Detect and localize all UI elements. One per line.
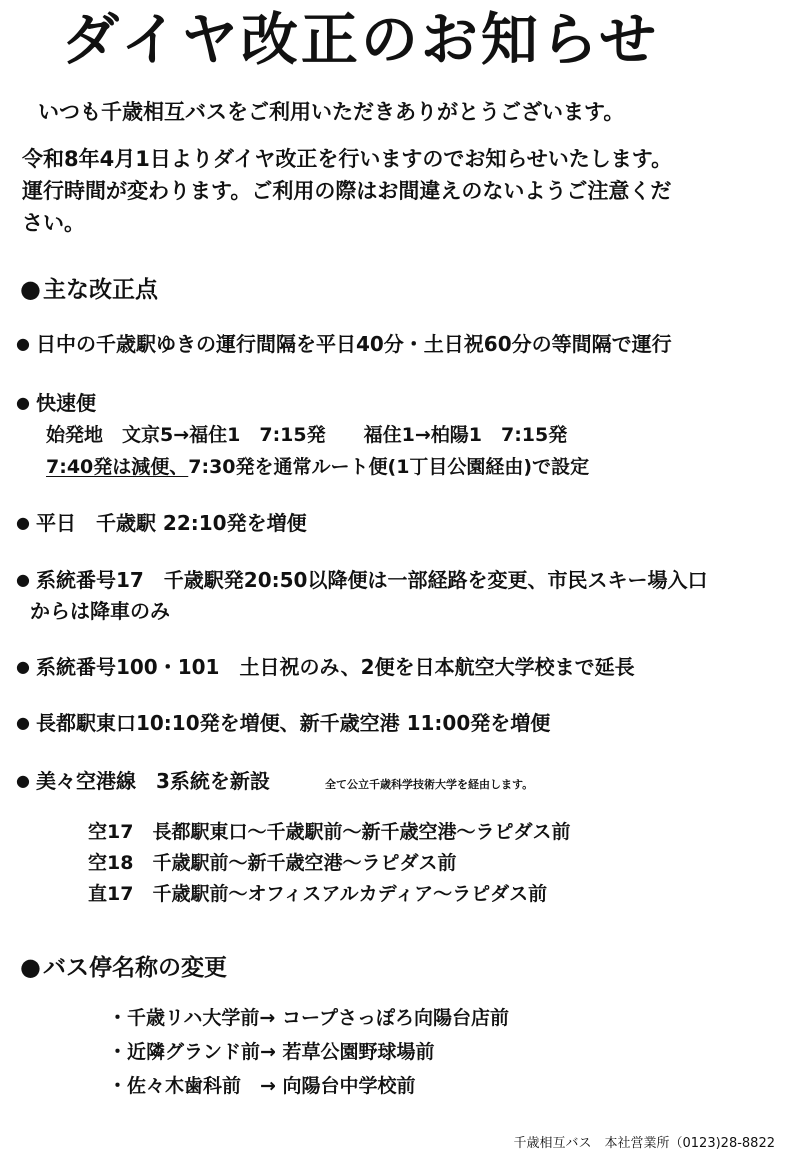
item-text: 美々空港線 3系統を新設 — [35, 769, 270, 793]
section-heading-changes — [20, 272, 158, 307]
bibi-note: 全て公立千歳科学技術大学を経由します。 — [325, 778, 534, 791]
section-heading-label: 主な改正点 — [42, 277, 158, 303]
intro-line-1: 令和8年4月1日よりダイヤ改正を行いますのでお知らせいたします。 — [22, 147, 673, 171]
section-bullet-icon: ● — [20, 953, 41, 981]
section-heading-label: バス停名称の変更 — [42, 955, 227, 981]
express-detail-1: 始発地 文京5→福住1 7:15発 福住1→柏陽1 7:15発 — [46, 424, 568, 446]
item-text: 系統番号17 千歳駅発20:50以降便は一部経路を変更、市民スキー場入口 — [35, 568, 708, 592]
footer-contact: 千歳相互バス 本社営業所（0123)28-8822 — [513, 1136, 775, 1151]
item-text: 系統番号100・101 土日祝のみ、2便を日本航空大学校まで延長 — [35, 655, 635, 679]
bullet-icon: ● — [16, 393, 30, 412]
change-item-route100 — [16, 652, 635, 684]
section-bullet-icon: ● — [20, 275, 41, 303]
intro-line-3: さい。 — [22, 211, 85, 235]
bullet-icon: ● — [16, 713, 30, 732]
rename-item: ・千歳リハ大学前→ コープさっぽろ向陽台店前 — [108, 1007, 510, 1029]
section-heading-renames — [20, 950, 227, 985]
rename-item: ・近隣グランド前→ 若草公園野球場前 — [108, 1041, 435, 1063]
route17-continuation: からは降車のみ — [30, 599, 170, 623]
express-reduction-text: 7:40発は減便、 — [46, 456, 189, 478]
new-route-choku17: 直17 千歳駅前～オフィスアルカディア～ラピダス前 — [88, 883, 548, 905]
page-title: ダイヤ改正のお知らせ — [62, 7, 660, 73]
rename-item: ・佐々木歯科前 → 向陽台中学校前 — [108, 1075, 416, 1097]
item-text: 快速便 — [35, 391, 96, 415]
item-text: 日中の千歳駅ゆきの運行間隔を平日40分・土日祝60分の等間隔で運行 — [35, 332, 672, 356]
item-text: 平日 千歳駅 22:10発を増便 — [35, 511, 307, 535]
bullet-icon: ● — [16, 513, 30, 532]
change-item-bibi — [16, 766, 270, 798]
item-text: 長都駅東口10:10発を増便、新千歳空港 11:00発を増便 — [35, 711, 551, 735]
change-item-daytime — [16, 329, 672, 361]
bullet-icon: ● — [16, 657, 30, 676]
change-item-express — [16, 388, 96, 420]
bullet-icon: ● — [16, 771, 30, 790]
express-route-text: 7:30発を通常ルート便(1丁目公園経由)で設定 — [188, 456, 590, 478]
intro-line-2: 運行時間が変わります。ご利用の際はお間違えのないようご注意くだ — [22, 179, 672, 203]
new-route-ku18: 空18 千歳駅前～新千歳空港～ラピダス前 — [88, 852, 457, 874]
express-detail-2 — [46, 452, 589, 482]
bullet-icon: ● — [16, 334, 30, 353]
new-route-ku17: 空17 長都駅東口～千歳駅前～新千歳空港～ラピダス前 — [88, 821, 571, 843]
change-item-osato — [16, 708, 550, 740]
greeting-text: いつも千歳相互バスをご利用いただきありがとうございます。 — [38, 100, 625, 124]
change-item-route17 — [16, 565, 707, 597]
bullet-icon: ● — [16, 570, 30, 589]
change-item-weekday — [16, 508, 307, 540]
